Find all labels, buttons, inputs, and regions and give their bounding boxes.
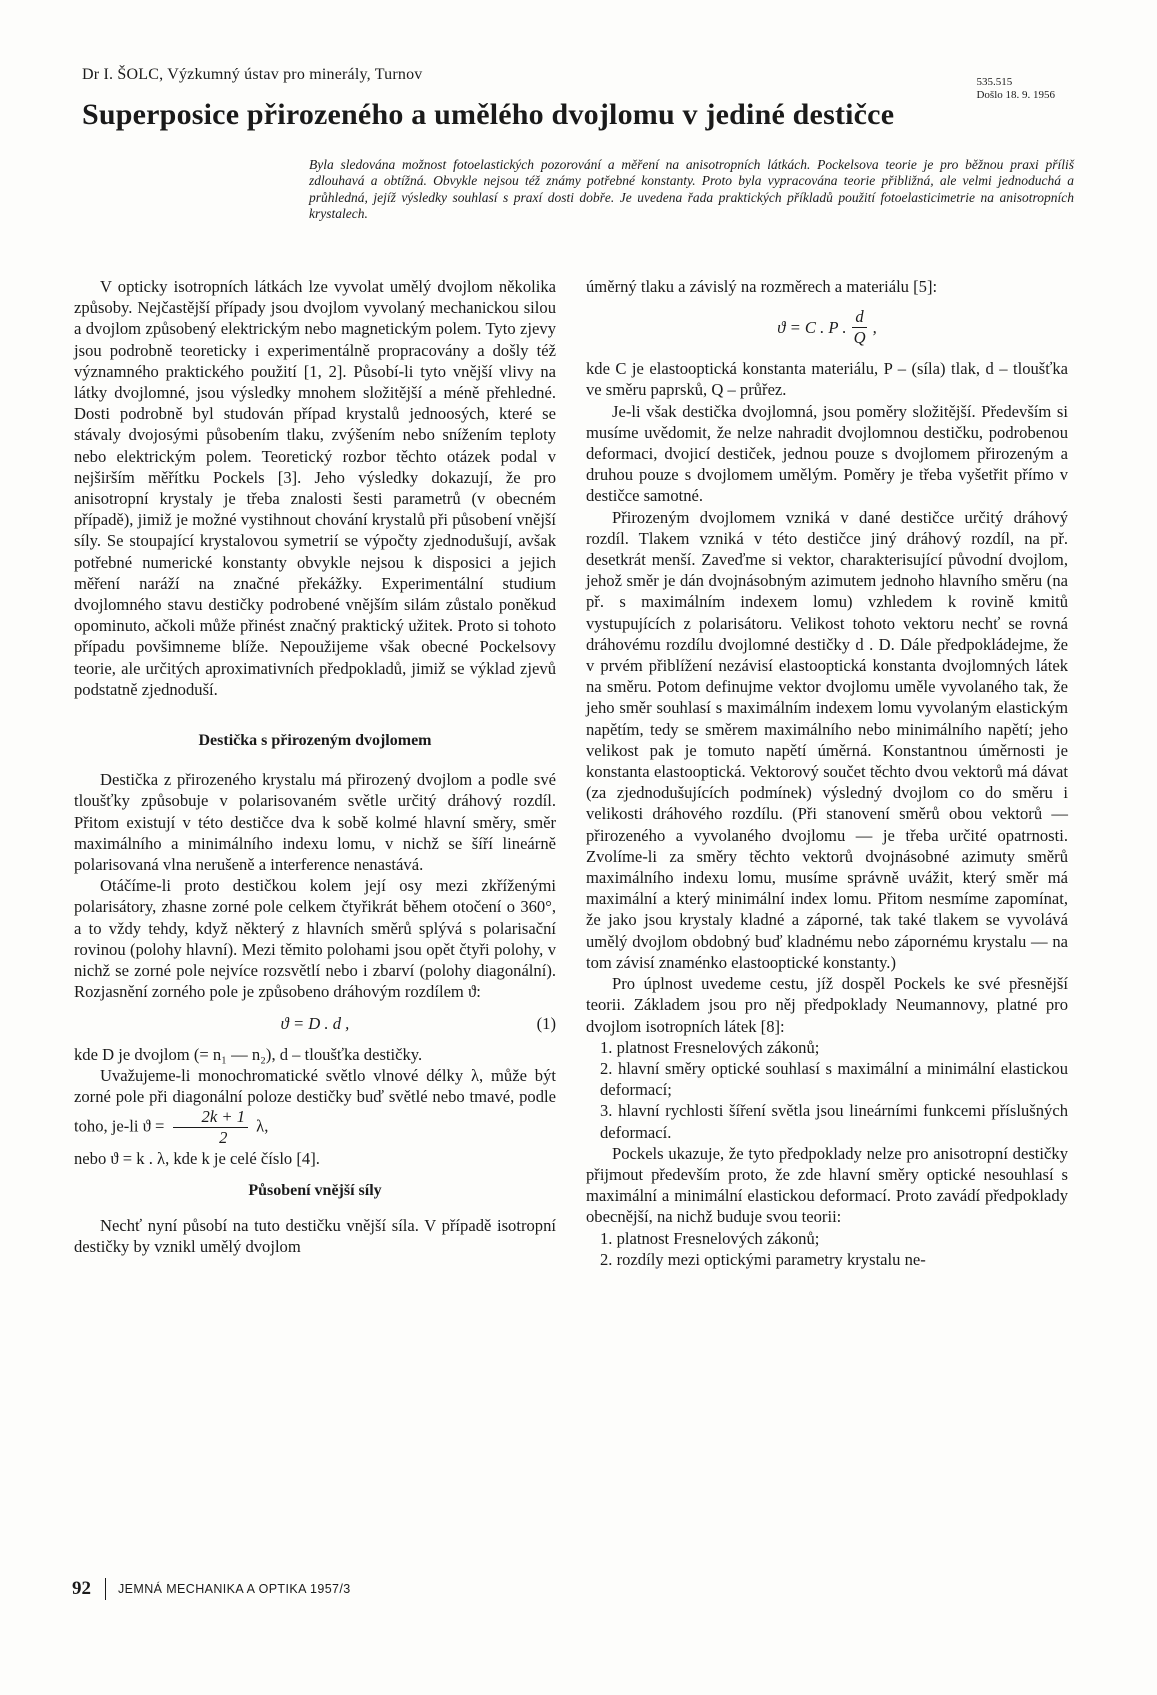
list-item: 3. hlavní rychlosti šíření světla jsou lineárními funkcemi příslušných deformací.	[600, 1101, 1068, 1142]
equation-2	[586, 307, 1068, 348]
section-heading: Působení vnější síly	[248, 1181, 382, 1199]
list-item: 2. rozdíly mezi optickými parametry krystalu ne-	[600, 1249, 926, 1269]
equation-1	[74, 1013, 556, 1034]
paragraph: kde C je elastooptická konstanta materiálu, P – (síla) tlak, d – tloušťka ve směru paprsků, Q – průřez.	[586, 359, 1068, 400]
left-column	[74, 276, 556, 1257]
equation-body: ϑ = C . P .	[777, 318, 847, 338]
classification-code: 535.515	[976, 76, 1013, 88]
abstract-text: Byla sledována možnost fotoelastických pozorování a měření na anisotropních látkách. Pockelsova teorie je pro běžnou praxi příliš zdlouhavá a obtížná. Obvykle nejsou též známy potřebné konstanty. Proto byla vypracována teorie přibližná, ale velmi jednoduchá a průhledná, jejíž výsledky souhlasí s praxí dosti dobře. Je uvedena řada praktických příkladů použití fotoelasticimetrie na anisotropních krystalech.	[309, 157, 1074, 221]
section-heading: Destička s přirozeným dvojlomem	[198, 732, 432, 750]
page-footer	[72, 1578, 351, 1600]
author-line: Dr I. ŠOLC, Výzkumný ústav pro minerály, Turnov	[82, 66, 423, 83]
fraction-numerator: d	[852, 307, 866, 328]
paragraph: Nechť nyní působí na tuto destičku vnější síla. V případě isotropní destičky by vznikl umělý dvojlom	[74, 1215, 556, 1256]
paragraph: Pockels ukazuje, že tyto předpoklady nelze pro anisotropní destičky přijmout především proto, že zde hlavní směry optické nesouhlasí s maximální a minimální elastickou deformací. Proto zavádí předpoklady obecnější, na nichž buduje svou teorii:	[586, 1143, 1068, 1227]
paragraph-text: Uvažujeme-li monochromatické světlo vlnové délky λ, může být zorné pole při diagonální poloze destičky buď světlé nebo tmavé, podle toho, je-li ϑ =	[74, 1065, 556, 1136]
equation-body: ϑ = D . d ,	[280, 1013, 350, 1033]
received-date: Došlo 18. 9. 1956	[976, 89, 1055, 101]
fraction	[173, 1107, 248, 1148]
paragraph: Destička z přirozeného krystalu má přirozený dvojlom a podle své tloušťky způsobuje v polarisovaném světle určitý dráhový rozdíl. Přitom existují v této destičce dva k sobě kolmé hlavní směry, směr maximálního a minimálního indexu lomu, v nichž se šíří lineárně polarisovaná vlna nerušeně a interference nenastává.	[74, 770, 556, 875]
list-item: 2. hlavní směry optické souhlasí s maximální a minimální elastickou deformací;	[600, 1058, 1068, 1100]
paragraph-text-end: λ,	[256, 1116, 269, 1136]
list-item: 1. platnost Fresnelových zákonů;	[600, 1037, 820, 1057]
paragraph: úměrný tlaku a závislý na rozměrech a materiálu [5]:	[586, 277, 938, 296]
paragraph: Pro úplnost uvedeme cestu, jíž dospěl Pockels ke své přesnější teorii. Základem jsou pro něj předpoklady Neumannovy, platné pro dvojlom isotropních látek [8]:	[586, 974, 1068, 1036]
paragraph: kde D je dvojlom (= n₁ — n₂), d – tloušťka destičky.	[74, 1044, 423, 1064]
page-number: 92	[72, 1578, 91, 1599]
equation-number: (1)	[536, 1013, 556, 1033]
footer-divider	[105, 1578, 106, 1600]
paragraph: Přirozeným dvojlomem vzniká v dané destičce určitý dráhový rozdíl. Tlakem vzniká v této destičce jiný dráhový rozdíl, na př. desetkrát menší. Zaveďme si vektor, charakterisující původní dvojlom, jehož směr je dán dvojnásobným azimutem jednoho hlavního směru (na př. s maximálním indexem lomu) vzhledem k rovině kmitů vystupujících z polarisátoru. Velikost tohoto vektoru nechť se rovná dráhovému rozdílu dvojlomné destičky d . D. Dále předpokládejme, že v prvém přiblížení nezávisí elastooptická konstanta dvojlomných látek na směru. Potom definujme vektor dvojlomu uměle vyvolaného tak, že jeho směr souhlasí s maximálním indexem lomu vyvolaným elastickým napětím, tedy se směrem maximálního nebo minimálního napětí; jeho velikost pak je tomuto napětí úměrná. Konstantnou úměrnosti je konstanta elastooptická. Vektorový součet těchto dvou vektorů má dávat (za zjednodušujících podmínek) výsledný dvojlom co do směru i velikosti dráhového rozdílu. (Při stanovení směrů obou vektorů — přirozeného a vyvolaného dvojlomu — je třeba určité opatrnosti. Zvolíme-li za směry těchto vektorů dvojnásobné azimuty směrů maximálního indexu lomu, musíme správně uvážit, který směr má maximální a který minimální index lomu. Přitom nesmíme zapomínat, že jako jsou krystaly kladné a záporné, tak také tlakem se vyvolává umělý dvojlom obdobný buď kladnému nebo zápornému krystalu — na tom závisí znaménko elastooptické konstanty.)	[586, 507, 1068, 972]
paragraph: Otáčíme-li proto destičkou kolem její osy mezi zkříženými polarisátory, zhasne zorné pole celkem čtyřikrát během otočení o 360°, a to vždy tehdy, když některý z hlavních směrů splývá s polarisační rovinou (polohy hlavní). Mezi těmito polohami jsou opět čtyři polohy, v nichž se zorné pole nejvíce rozsvětlí nebo i zbarví (polohy diagonální). Rozjasnění zorného pole je způsobeno dráhovým rozdílem ϑ:	[74, 876, 556, 1002]
paragraph: nebo ϑ = k . λ, kde k je celé číslo [4].	[74, 1149, 320, 1169]
article-title: Superposice přirozeného a umělého dvojlomu v jediné destičce	[82, 98, 895, 131]
fraction	[851, 307, 869, 348]
fraction-denominator: 2	[219, 1128, 228, 1148]
list-item: 1. platnost Fresnelových zákonů;	[600, 1228, 820, 1248]
equation-end: ,	[872, 318, 877, 338]
paragraph: Je-li však destička dvojlomná, jsou poměry složitější. Především si musíme uvědomit, že nelze nahradit dvojlomnou destičku, podrobenou deformaci, dvojicí destiček, jednou pouze s dvojlomem přirozeným a druhou pouze s dvojlomem umělým. Poměry je třeba vyšetřit přímo v destičce samotné.	[586, 401, 1068, 506]
paragraph: V opticky isotropních látkách lze vyvolat umělý dvojlom několika způsoby. Nejčastější případy jsou dvojlom vyvolaný mechanickou silou a dvojlom způsobený elektrickým nebo magnetickým polem. Tyto zjevy jsou podrobně teoreticky i experimentálně propracovány a došly též významného praktického použití [1, 2]. Působí-li tyto vnější vlivy na látky dvojlomné, jsou výsledky mnohem složitější a méně přehledné. Dosti podrobně byl studován případ krystalů jednoosých, které se stávaly dvojosými působením tlaku, zvýšením nebo snížením teploty nebo elektrickým polem. Teoretický rozbor těchto otázek podal v nejširším měřítku Pockels [3]. Jeho výsledky dokazují, že pro anisotropní krystaly je třeba znalosti šesti parametrů (v obecném případě), jimiž je možné vystihnout chování krystalů při působení vnější síly. Se stoupající krystalovou symetrií se výpočty zjednodušují, avšak potřebné numerické konstanty obvykle nejsou k disposici a jejich měření naráží na značné překážky. Experimentální studium dvojlomného stavu destičky podrobené vnějším silám zůstalo poněkud opominuto, ačkoli může přinést značný praktický užitek. Proto si tohoto případu povšimneme blíže. Nepoužijeme však obecné Pockelsovy teorie, ale určitých aproximativních předpokladů, jimiž se výklad zjevů podstatně zjednoduší.	[74, 277, 556, 699]
fraction-numerator: 2k + 1	[173, 1107, 248, 1128]
fraction-denominator: Q	[853, 328, 866, 348]
paragraph	[74, 1065, 556, 1148]
right-column	[586, 276, 1068, 1270]
abstract	[309, 157, 1074, 222]
journal-name: JEMNÁ MECHANIKA A OPTIKA 1957/3	[118, 1582, 351, 1596]
